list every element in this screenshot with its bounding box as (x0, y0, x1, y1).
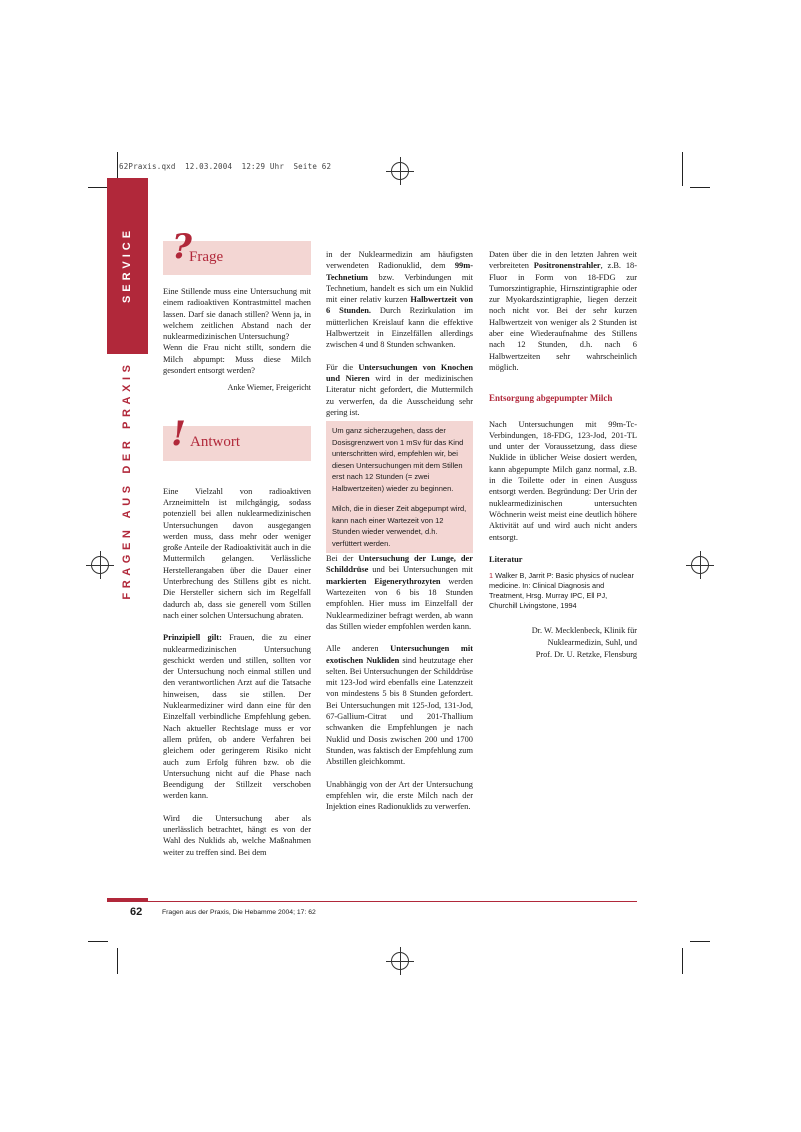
registration-mark (691, 556, 709, 574)
question-mark-icon: ? (172, 227, 192, 267)
body-emphasis: 99m-Technetium (326, 261, 473, 282)
crop-mark (682, 152, 683, 186)
page-number: 62 (130, 906, 143, 918)
section-label (107, 362, 148, 602)
body-text: in der Nuklearmedizin am häufigsten verwendeten Radionuklid, dem (326, 250, 473, 271)
answer-title: Antwort (190, 434, 240, 450)
body-paragraph (326, 249, 473, 351)
body-paragraph: Nach Untersuchungen mit 99m-Tc-Verbindungen, 18-FDG, 123-Jod, 201-TL und unter der Voraussetzung, dass diese Nuklide in üblicher Weise dosiert werden, kann abgepumpte Milch ganz normal, z.B. in die Toilette oder in einen Ausguss entsorgt werden. Begründung: Der Urin der nuklearmedizinischen untersuchten Wöchnerin weist meist eine deutlich höhere Aktivität auf und wird auch nicht anders entsorgt. (489, 419, 637, 542)
body-emphasis: Untersuchungen mit exotischen Nukliden (326, 644, 473, 665)
answer-paragraph: Wird die Untersuchung aber als unerlässlich betrachtet, hängt es von der Wahl des Nuklids ab, welche Maßnahmen weiter zu treffen sind. Bei dem (163, 813, 311, 857)
reference-number: 1 (489, 571, 494, 581)
answer-text: Frauen, die zu einer nuklearmedizinischen Untersuchung geschickt werden und stillen, sollten vor der Untersuchung noch einmal stillen und den verantwortlichen Arzt auf die Tatsache hinweisen, dass sie stillen. Der Nuklearmediziner wird dann eine für den Einzelfall verbindliche Empfehlung geben. Nach aktueller Rechtslage muss er vor allem prüfen, ob andere Verfahren bei gleichem oder geringerem Risiko nicht auch zum Erfolg führen bzw. ob die Untersuchung nicht auf die Phase nach Beendigung der Stillzeit verschoben werden kann. (163, 633, 311, 801)
footer-rule (107, 901, 637, 902)
service-label (107, 178, 148, 354)
body-emphasis: Positronenstrahler (533, 261, 601, 271)
body-text: und bei Untersuchungen mit (368, 565, 473, 575)
body-emphasis: Halbwertzeit von 6 Stunden. (326, 295, 473, 316)
body-emphasis: Untersuchung der Lunge, der Schilddrüse (326, 554, 473, 575)
crop-mark (88, 187, 108, 188)
crop-mark (88, 941, 108, 942)
body-text: werden Wartezeiten von 6 bis 18 Stunden empfohlen. Hier muss im Einzelfall der Nuklearmediziner befragt werden, ab wann das Stillen wieder empfohlen werden kann. (326, 576, 473, 631)
body-text: , z.B. 18-Fluor in Form von 18-FDG zur Tumorszintigraphie, Hirnszintigraphie oder zur Myokardszintigraphie, liegen derzeit noch nicht vor. Bei der sehr kurzen Halbwertzeit von weniger als 2 Stunden ist aber eine Wiederaufnahme des Stillens nach 12 Stunden, d.h. nach 6 Halbwertzeiten sehr wahrscheinlich möglich. (489, 261, 637, 372)
crop-mark (682, 948, 683, 974)
body-emphasis: Untersuchungen von Knochen und Nieren (326, 362, 473, 383)
recommendation-text: Milch, die in dieser Zeit abgepumpt wird, kann nach einer Wartezeit von 12 Stunden wieder verwendet, d.h. verfüttert werden. (332, 504, 467, 548)
question-signature: Anke Wiemer, Freigericht (227, 383, 311, 393)
column-2 (326, 249, 473, 823)
registration-mark (391, 952, 409, 970)
question-paragraph: Wenn die Frau nicht stillt, sondern die Milch abpumpt: Muss diese Milch gesondert entsorgt werden? (163, 343, 311, 376)
section-label-text: FRAGEN AUS DER PRAXIS (121, 360, 133, 600)
literature-heading: Literatur (489, 554, 523, 564)
body-text: sind heutzutage eher selten. Bei Untersuchungen der Schilddrüse mit 123-Jod wird ebenfalls eine Latenzzeit von mindestens 5 bis 8 Stunden gefordert. Bei Untersuchungen mit 125-Jod, 131-Jod, 67-Gallium-Citrat und 201-Thallium schwanken die Empfehlungen je nach Nuklid und Dosis zwischen 200 und 1700 Stunden, was faktisch der Empfehlung zum Abstillen gleichkommt. (326, 655, 473, 767)
crop-mark (690, 187, 710, 188)
question-header (163, 227, 311, 275)
body-emphasis: markierten Eigenerythrozyten (326, 576, 441, 586)
question-title: Frage (189, 249, 224, 265)
author-block (489, 625, 637, 661)
author-line: Dr. W. Mecklenbeck, Klinik für (531, 626, 637, 636)
body-paragraph (326, 643, 473, 767)
answer-paragraph (163, 632, 311, 801)
answer-emphasis: Prinzipiell gilt: (163, 633, 222, 643)
answer-paragraph: Eine Vielzahl von radioaktiven Arzneimitteln ist milchgängig, sodass potenziell bei allen nuklearmedizinischen Untersuchungen davon ausgegangen werden muss, dass mehr oder weniger große Anteile der Radioaktivität auch in die Muttermilch gelangen. Verlässliche Herstellerangaben über die Dauer einer Unterbrechung des Stillens gibt es nicht. Die Hersteller sichern sich im Regelfall dadurch ab, dass sie generell vom Stillen nach einer solchen Untersuchung abraten. (163, 486, 311, 620)
registration-mark (391, 162, 409, 180)
crop-mark (117, 948, 118, 974)
body-text: Alle anderen (326, 644, 391, 654)
question-text (163, 286, 311, 376)
column-1 (163, 286, 311, 869)
body-text: Für die (326, 362, 359, 372)
body-text: Bei der (326, 554, 359, 564)
reference-item (489, 571, 637, 611)
author-line: Prof. Dr. U. Retzke, Flensburg (535, 650, 637, 660)
body-paragraph: Unabhängig von der Art der Untersuchung empfehlen wir, die erste Milch nach der Injektion eines Radionuklids zu verwerfen. (326, 779, 473, 812)
body-paragraph (326, 362, 473, 418)
service-text: SERVICE (121, 226, 133, 304)
recommendation-text: Um ganz sicherzugehen, dass der Dosisgrenzwert von 1 mSv für das Kind unterschritten wird, empfehlen wir, bei diesen Untersuchungen mit dem Stillen erst nach 12 Stunden (= zwei Halbwertzeiten) wieder zu beginnen. (332, 426, 464, 493)
column-3 (489, 249, 637, 661)
body-text: Daten über die in den letzten Jahren weit verbreiteten (489, 250, 637, 271)
footer-citation: Fragen aus der Praxis, Die Hebamme 2004; 17: 62 (162, 909, 316, 916)
body-paragraph (489, 249, 637, 373)
author-line: Nuklearmedizin, Suhl, und (547, 638, 637, 648)
section-heading: Entsorgung abgepumpter Milch (489, 393, 613, 404)
recommendation-box (326, 421, 473, 553)
body-paragraph (326, 553, 473, 632)
file-slug: 62Praxis.qxd 12.03.2004 12:29 Uhr Seite 62 (119, 162, 332, 171)
reference-text: Walker B, Jarrit P: Basic physics of nuclear medicine. In: Clinical Diagnosis and Treatment, Hrsg. Murray IPC, Ell PJ, Churchill Livingstone, 1994 (489, 571, 634, 611)
body-text: Durch Rezirkulation im mütterlichen Kreislauf kann die effektive Halbwertzeit in Einzelfällen allerdings zwischen 4 und 8 Stunden schwanken. (326, 306, 473, 350)
crop-mark (690, 941, 710, 942)
body-text: wird in der medizinischen Literatur nicht gefordert, die Muttermilch zu verwerfen, da die Ausscheidung sehr gering ist. (326, 373, 473, 417)
exclamation-mark-icon: ! (171, 414, 186, 454)
body-text: bzw. Verbindungen mit Technetium, handelt es sich um ein Nuklid mit einer relativ kurzen (326, 272, 473, 305)
question-paragraph: Eine Stillende muss eine Untersuchung mit einem radioaktiven Kontrastmittel machen lassen. Darf sie danach stillen? Wenn ja, in welchem zeitlichen Abstand nach der nuklearmedizinischen Untersuchung? (163, 287, 311, 342)
